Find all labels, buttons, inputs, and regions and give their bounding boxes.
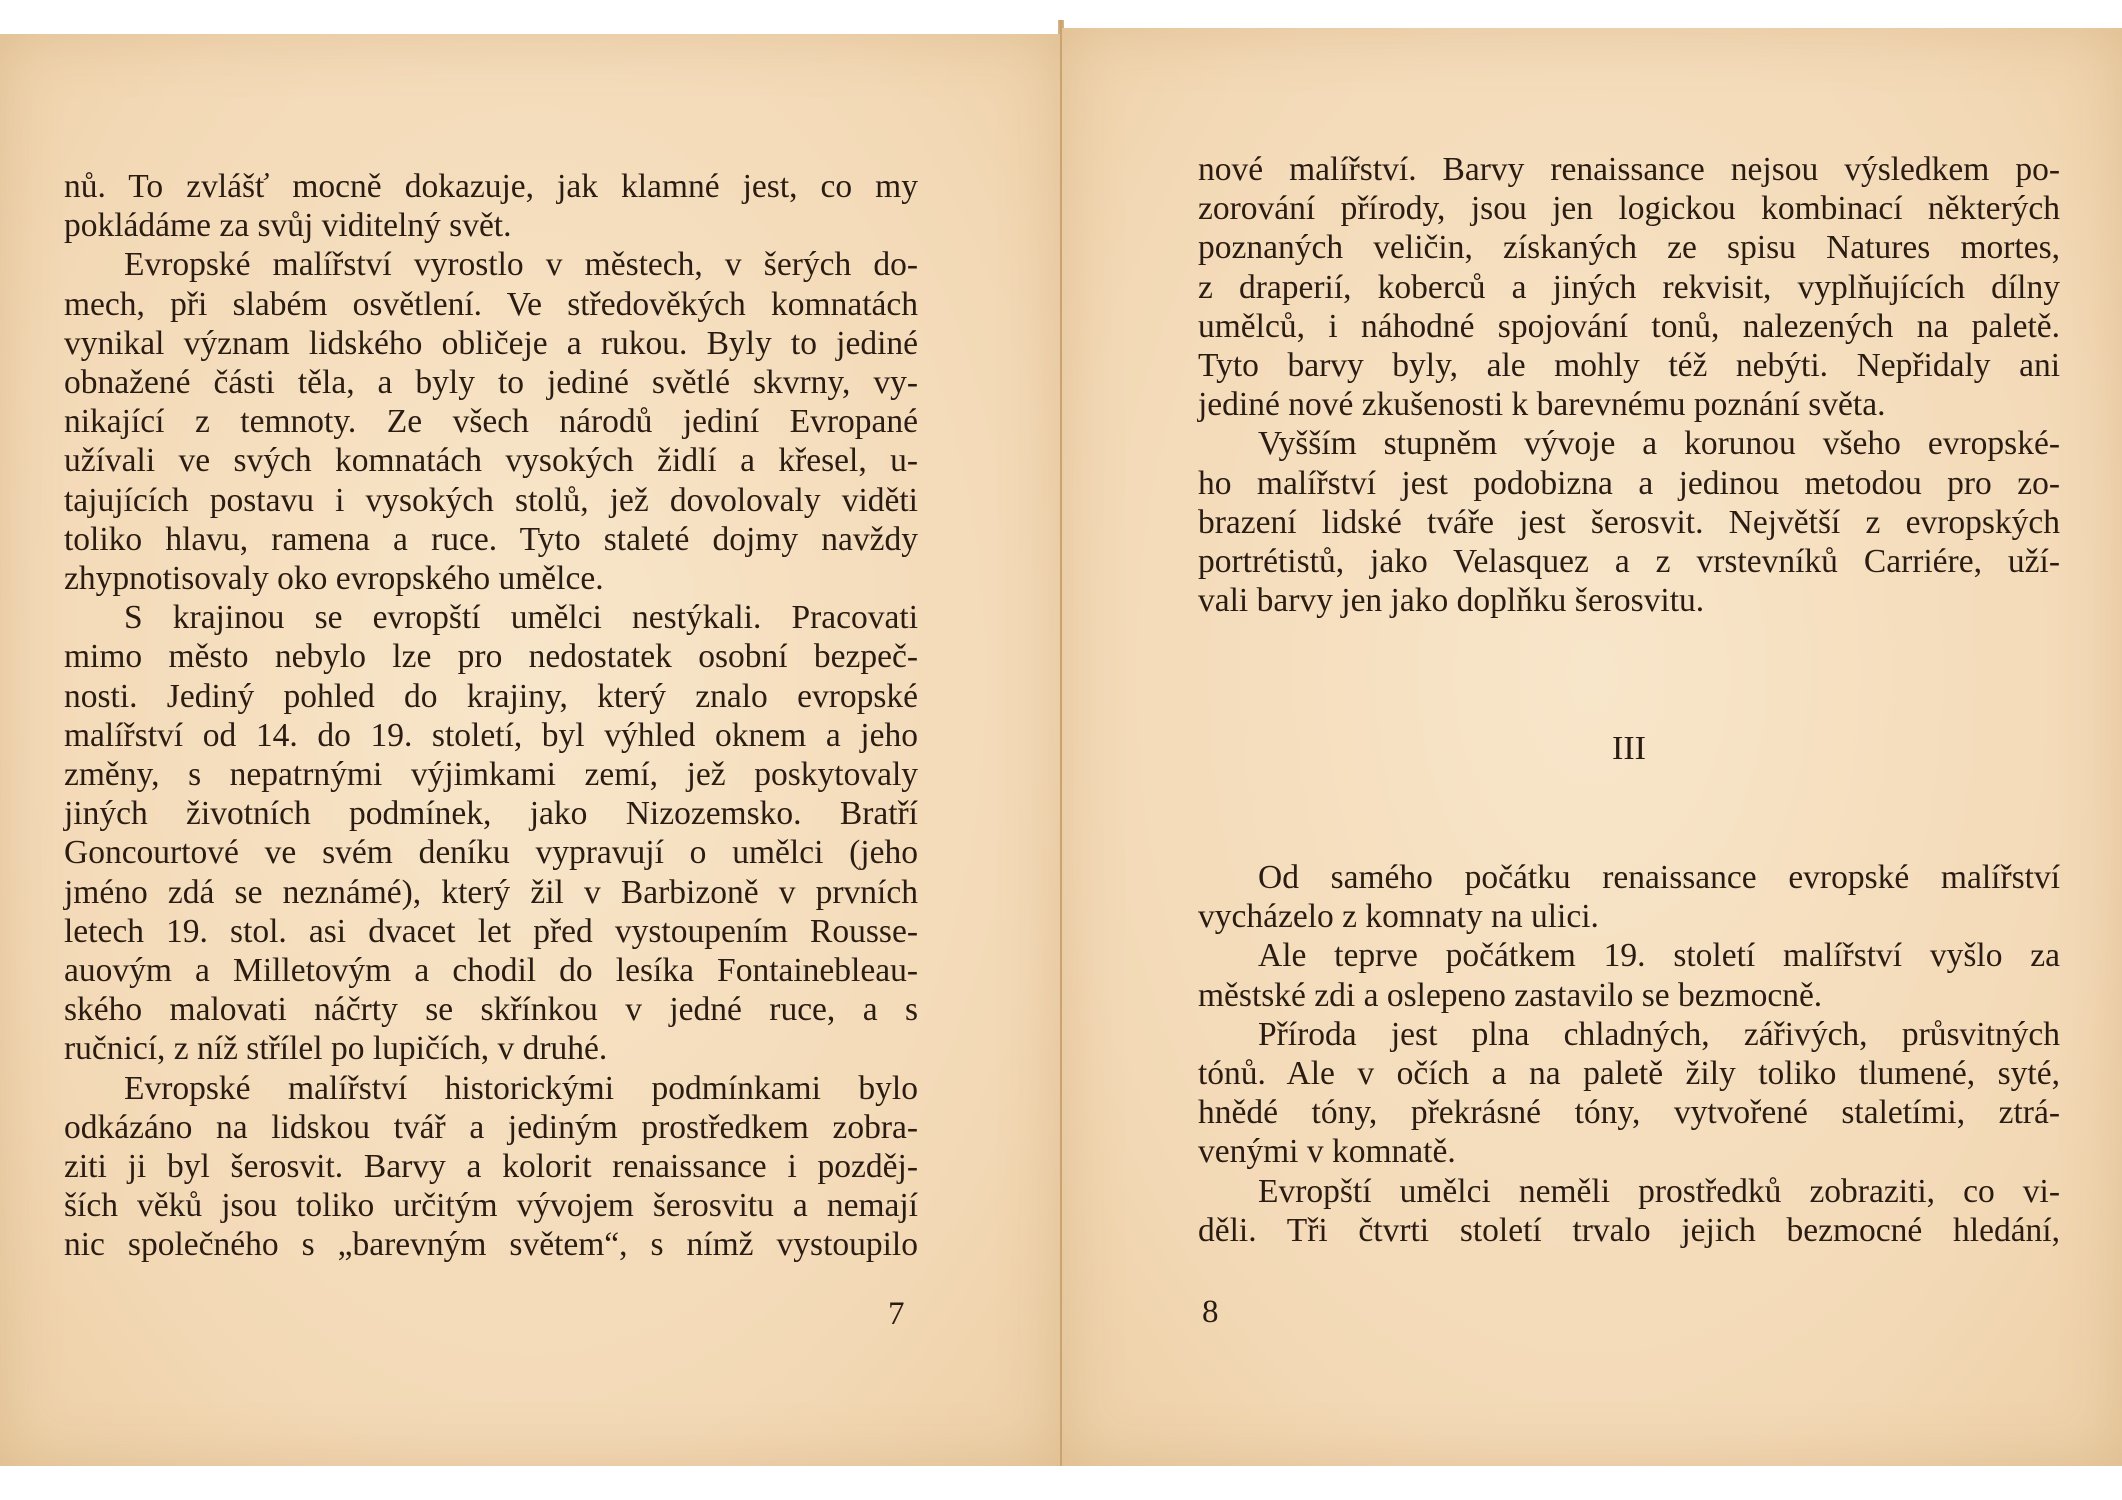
- text-line: ho malířství jest podobizna a jedinou metodou pro zo-: [1198, 464, 2060, 502]
- text-line: brazení lidské tváře jest šerosvit. Největší z evropských: [1198, 503, 2060, 541]
- text-line: ského malovati náčrty se skřínkou v jedné ruce, a s: [64, 991, 918, 1029]
- text-line: nikající z temnoty. Ze všech národů jediní Evropané: [64, 403, 918, 441]
- text-line: malířství od 14. do 19. století, byl výhled oknem a jeho: [64, 716, 918, 754]
- text-line: jiných životních podmínek, jako Nizozemsko. Bratří: [64, 795, 918, 833]
- right-page: [1062, 28, 2122, 1466]
- text-line: zorování přírody, jsou jen logickou kombinací některých: [1198, 190, 2060, 228]
- text-line: hnědé tóny, překrásné tóny, vytvořené staletími, ztrá-: [1198, 1094, 2060, 1132]
- text-line: toliko hlavu, ramena a ruce. Tyto staleté dojmy navždy: [64, 520, 918, 558]
- text-line: ziti ji byl šerosvit. Barvy a kolorit renaissance i pozděj-: [64, 1148, 918, 1186]
- text-line: odkázáno na lidskou tvář a jediným prostředkem zobra-: [64, 1108, 918, 1146]
- text-line: umělců, i náhodné spojování tonů, nalezených na paletě.: [1198, 307, 2060, 345]
- text-line: Příroda jest plna chladných, zářivých, průsvitných: [1258, 1015, 2060, 1053]
- text-line: letech 19. stol. asi dvacet let před vystoupením Rousse-: [64, 912, 918, 950]
- text-line: městské zdi a oslepeno zastavilo se bezmocně.: [1198, 976, 1823, 1014]
- text-line: Vyšším stupněm vývoje a korunou všeho evropské-: [1258, 425, 2060, 463]
- text-line: venými v komnatě.: [1198, 1133, 1456, 1171]
- text-line: Evropské malířství vyrostlo v městech, v šerých do-: [124, 246, 918, 284]
- text-line: vynikal význam lidského obličeje a rukou. Byly to jediné: [64, 324, 918, 362]
- text-line: auovým a Milletovým a chodil do lesíka Fontainebleau-: [64, 952, 918, 990]
- text-line: zhypnotisovaly oko evropského umělce.: [64, 560, 604, 598]
- text-line: vali barvy jen jako doplňku šerosvitu.: [1198, 582, 1705, 620]
- page-number: 8: [1202, 1294, 1219, 1330]
- text-line: tónů. Ale v očích a na paletě žily toliko tlumené, syté,: [1198, 1055, 2060, 1093]
- text-line: změny, s nepatrnými výjimkami zemí, jež poskytovaly: [64, 756, 918, 794]
- text-line: pokládáme za svůj viditelný svět.: [64, 207, 512, 245]
- text-line: ších věků jsou toliko určitým vývojem šerosvitu a nemají: [64, 1187, 918, 1225]
- text-line: děli. Tři čtvrti století trvalo jejich bezmocné hledání,: [1198, 1211, 2060, 1249]
- text-line: nic společného s „barevným světem“, s nímž vystoupilo: [64, 1226, 918, 1264]
- text-line: mimo město nebylo lze pro nedostatek osobní bezpeč-: [64, 638, 918, 676]
- left-page-text: [64, 167, 918, 1265]
- text-line: z draperií, koberců a jiných rekvisit, vyplňujících dílny: [1198, 268, 2060, 306]
- text-line: tajujících postavu i vysokých stolů, jež dovolovaly viděti: [64, 481, 918, 519]
- right-page-text-top: [1198, 150, 2060, 620]
- text-line: jméno zdá se neznámé), který žil v Barbizoně v prvních: [64, 873, 918, 911]
- left-page: [0, 34, 1060, 1466]
- text-line: mech, při slabém osvětlení. Ve středověkých komnatách: [64, 285, 918, 323]
- text-line: jediné nové zkušenosti k barevnému poznání světa.: [1198, 386, 1886, 424]
- text-line: portrétistů, jako Velasquez a z vrstevníků Carriére, uží-: [1198, 543, 2060, 581]
- text-line: nosti. Jediný pohled do krajiny, který znalo evropské: [64, 677, 918, 715]
- text-line: Evropské malířství historickými podmínkami bylo: [124, 1069, 918, 1107]
- text-line: Goncourtové ve svém deníku vypravují o umělci (jeho: [64, 834, 918, 872]
- text-line: Od samého počátku renaissance evropské malířství: [1258, 859, 2060, 896]
- text-line: ručnicí, z níž střílel po lupičích, v druhé.: [64, 1030, 608, 1068]
- chapter-heading: III: [1612, 730, 1646, 767]
- right-page-text-bottom: [1198, 858, 2060, 1250]
- page-number: 7: [888, 1296, 905, 1332]
- text-line: nové malířství. Barvy renaissance nejsou výsledkem po-: [1198, 151, 2060, 188]
- text-line: užívali ve svých komnatách vysokých židlí a křesel, u-: [64, 442, 918, 480]
- text-line: S krajinou se evropští umělci nestýkali. Pracovati: [124, 599, 918, 637]
- text-line: Tyto barvy byly, ale mohly též nebýti. Nepřidaly ani: [1198, 347, 2060, 385]
- text-line: Evropští umělci neměli prostředků zobraziti, co vi-: [1258, 1172, 2060, 1210]
- text-line: poznaných veličin, získaných ze spisu Natures mortes,: [1198, 229, 2060, 267]
- text-line: nů. To zvlášť mocně dokazuje, jak klamné jest, co my: [64, 168, 918, 205]
- text-line: obnažené části těla, a byly to jediné světlé skvrny, vy-: [64, 364, 918, 402]
- text-line: Ale teprve počátkem 19. století malířství vyšlo za: [1258, 937, 2060, 975]
- text-line: vycházelo z komnaty na ulici.: [1198, 898, 1599, 936]
